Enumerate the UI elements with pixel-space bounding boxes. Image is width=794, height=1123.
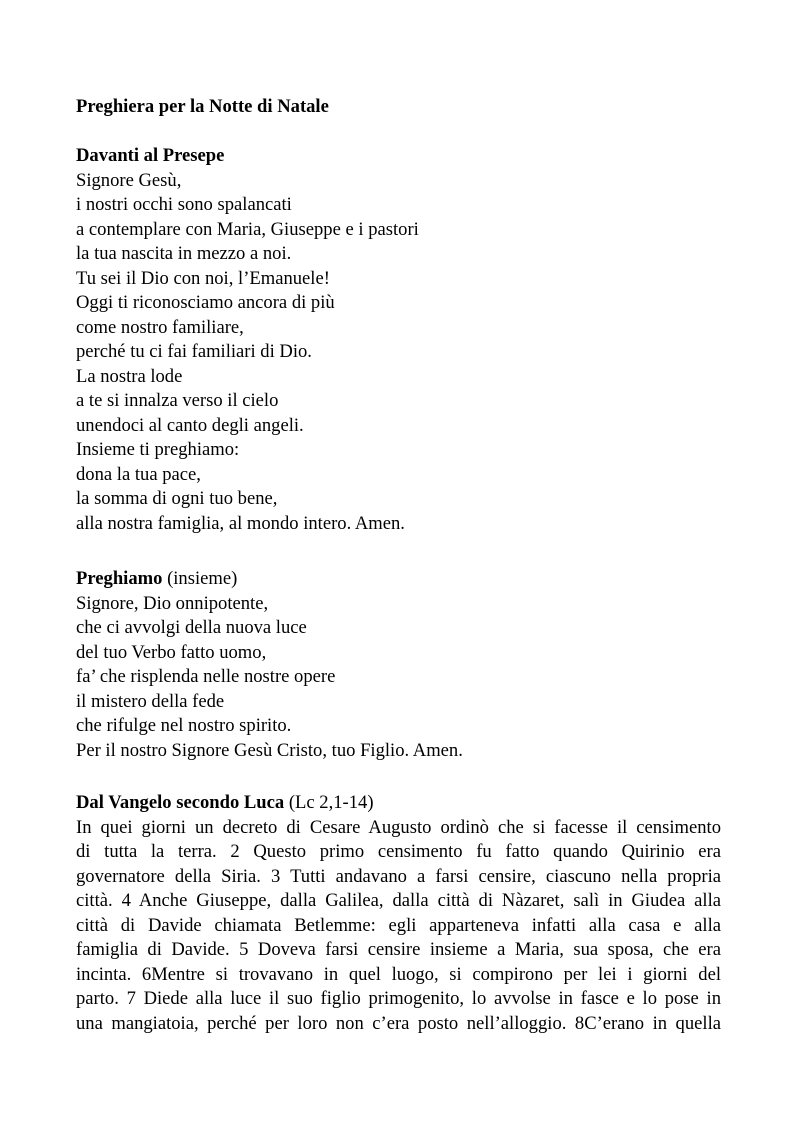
preghiamo-line: che ci avvolgi della nuova luce [76,617,307,638]
presepe-line: Signore Gesù, [76,169,182,191]
vangelo-line: famiglia di Davide. 5 Doveva farsi censire insieme a Maria, sua sposa, che era [76,939,721,960]
presepe-line: dona la tua pace, [76,463,201,485]
presepe-line: la somma di ogni tuo bene, [76,488,278,509]
presepe-line: La nostra lode [76,365,183,387]
preghiamo-line: che rifulge nel nostro spirito. [76,715,292,736]
presepe-line: Tu sei il Dio con noi, l’Emanuele! [76,267,330,289]
preghiamo-line: del tuo Verbo fatto uomo, [76,641,267,663]
preghiamo-line: fa’ che risplenda nelle nostre opere [76,666,336,687]
vangelo-line: città di Davide chiamata Betlemme: egli apparteneva infatti alla casa e alla [76,914,721,936]
vangelo-line: parto. 7 Diede alla luce il suo figlio primogenito, lo avvolse in fasce e lo pose in [76,988,721,1009]
presepe-line: perché tu ci fai familiari di Dio. [76,341,312,362]
vangelo-line: città. 4 Anche Giuseppe, dalla Galilea, dalla città di Nàzaret, salì in Giudea alla [76,890,721,911]
vangelo-line: governatore della Siria. 3 Tutti andavano a farsi censire, ciascuno nella propria [76,865,721,887]
presepe-line: i nostri occhi sono spalancati [76,194,292,215]
vangelo-line: una mangiatoia, perché per loro non c’era posto nell’alloggio. 8C’erano in quella [76,1012,721,1034]
preghiamo-heading-line [76,567,721,592]
presepe-heading: Davanti al Presepe [76,145,225,166]
preghiamo-line: Per il nostro Signore Gesù Cristo, tuo Figlio. Amen. [76,739,463,761]
presepe-section [76,144,721,536]
preghiamo-heading-note: (insieme) [162,568,238,589]
preghiamo-heading: Preghiamo [76,568,163,589]
vangelo-heading-line [76,791,721,816]
preghiamo-line: il mistero della fede [76,690,225,712]
vangelo-line: di tutta la terra. 2 Questo primo censimento fu fatto quando Quirinio era [76,841,721,862]
vangelo-heading: Dal Vangelo secondo Luca [76,792,285,813]
document-title: Preghiera per la Notte di Natale [76,96,329,117]
vangelo-heading-note: (Lc 2,1-14) [284,792,374,813]
vangelo-line: In quei giorni un decreto di Cesare Augusto ordinò che si facesse il censimento [76,816,721,838]
document-title-block [76,95,721,120]
presepe-line: Insieme ti preghiamo: [76,439,240,460]
presepe-line: Oggi ti riconosciamo ancora di più [76,292,335,313]
vangelo-line: incinta. 6Mentre si trovavano in quel luogo, si compirono per lei i giorni del [76,963,721,985]
preghiamo-line: Signore, Dio onnipotente, [76,592,269,614]
vangelo-section [76,791,721,1036]
presepe-line: come nostro familiare, [76,316,244,338]
presepe-line: alla nostra famiglia, al mondo intero. Amen. [76,512,405,534]
presepe-line: la tua nascita in mezzo a noi. [76,243,292,264]
presepe-line: unendoci al canto degli angeli. [76,414,304,436]
preghiamo-section [76,567,721,763]
presepe-line: a te si innalza verso il cielo [76,390,279,411]
presepe-line: a contemplare con Maria, Giuseppe e i pastori [76,218,419,240]
